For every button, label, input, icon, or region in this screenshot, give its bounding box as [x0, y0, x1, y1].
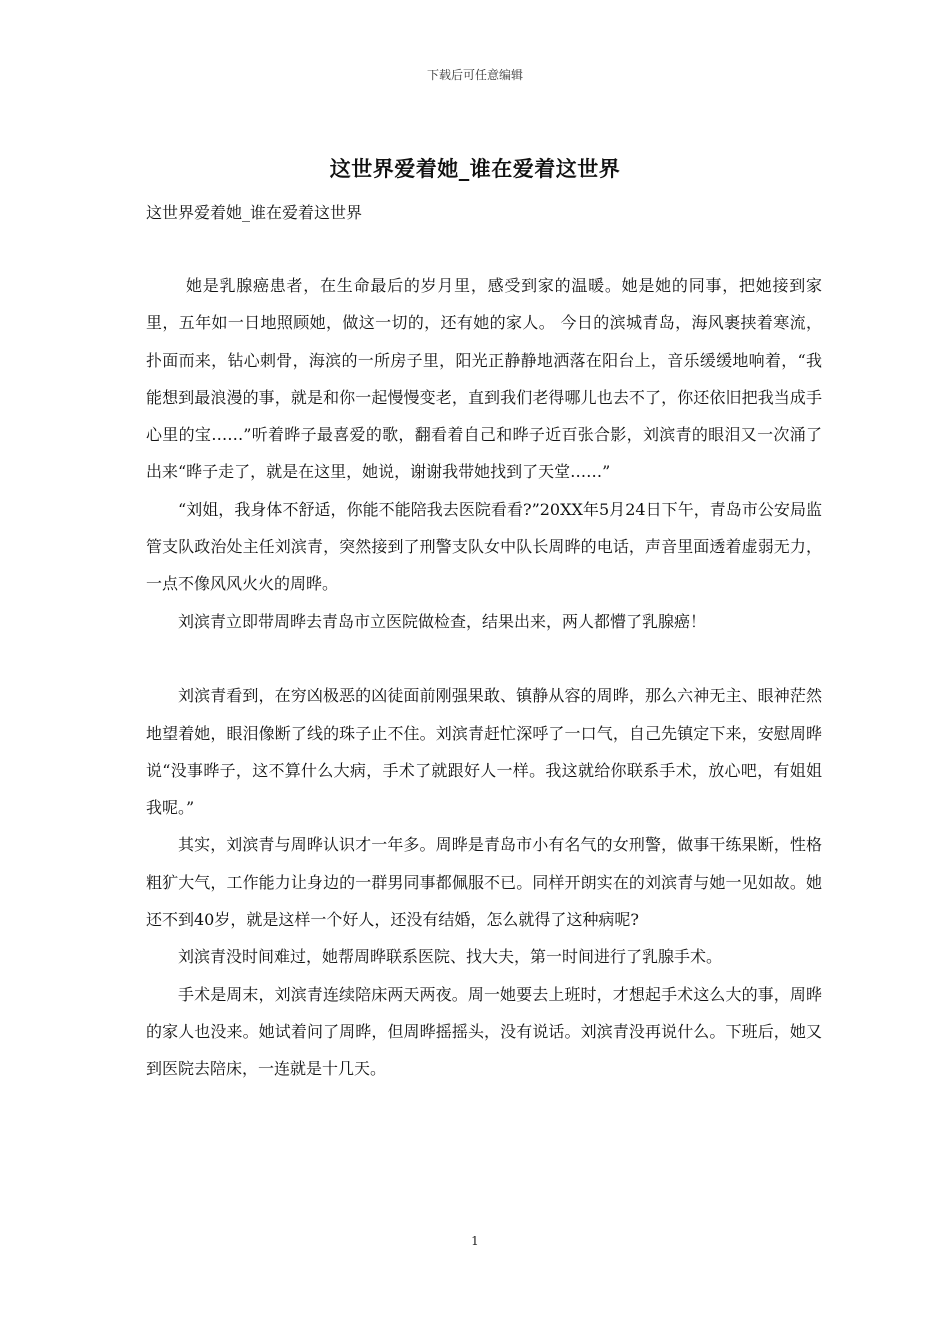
body-paragraph: 刘滨青看到，在穷凶极恶的凶徒面前刚强果敢、镇静从容的周晔，那么六神无主、眼神茫然地望着她，眼泪像断了线的珠子止不住。刘滨青赶忙深呼了一口气，自己先镇定下来，安慰周晔说“没事晔子，这不算什么大病，手术了就跟好人一样。我这就给你联系手术，放心吧，有姐姐我呢。” — [146, 686, 822, 818]
body-paragraph: 刘滨青没时间难过，她帮周晔联系医院、找大夫，第一时间进行了乳腺手术。 — [178, 947, 723, 967]
body-paragraph: 手术是周末，刘滨青连续陪床两天两夜。周一她要去上班时，才想起手术这么大的事，周晔的家人也没来。她试着问了周晔，但周晔摇摇头，没有说话。刘滨青没再说什么。下班后，她又到医院去陪床，一连就是十几天。 — [146, 984, 822, 1079]
document-body — [146, 267, 822, 1088]
body-paragraph: 刘滨青立即带周晔去青岛市立医院做检查，结果出来，两人都懵了乳腺癌！ — [178, 611, 707, 631]
page-header-note: 下载后可任意编辑 — [426, 68, 523, 82]
body-paragraph: “刘姐，我身体不舒适，你能不能陪我去医院看看?”20XX年5月24日下午，青岛市公安局监管支队政治处主任刘滨青，突然接到了刑警支队女中队长周晔的电话，声音里面透着虚弱无力，一点不像风风火火的周晔。 — [146, 499, 822, 594]
document-title: 这世界爱着她_谁在爱着这世界 — [329, 157, 621, 181]
body-paragraph: 其实，刘滨青与周晔认识才一年多。周晔是青岛市小有名气的女刑警，做事干练果断，性格粗犷大气，工作能力让身边的一群男同事都佩服不已。同样开朗实在的刘滨青与她一见如故。她还不到40岁，就是这样一个好人，还没有结婚，怎么就得了这种病呢? — [146, 835, 822, 930]
page-number: 1 — [471, 1234, 479, 1248]
document-subtitle: 这世界爱着她_谁在爱着这世界 — [146, 203, 363, 222]
paragraph-spacer — [146, 640, 822, 677]
body-paragraph: 她是乳腺癌患者，在生命最后的岁月里，感受到家的温暖。她是她的同事，把她接到家里，五年如一日地照顾她，做这一切的，还有她的家人。 今日的滨城青岛，海风裹挟着寒流，扑面而来，钻心刺骨，海滨的一所房子里，阳光正静静地洒落在阳台上，音乐缓缓地响着，“我能想到最浪漫的事，就是和你一起慢慢变老，直到我们老得哪儿也去不了，你还依旧把我当成手心里的宝……”听着晔子最喜爱的歌，翻看着自己和晔子近百张合影，刘滨青的眼泪又一次涌了出来“晔子走了，就是在这里，她说，谢谢我带她找到了天堂……” — [146, 276, 822, 482]
